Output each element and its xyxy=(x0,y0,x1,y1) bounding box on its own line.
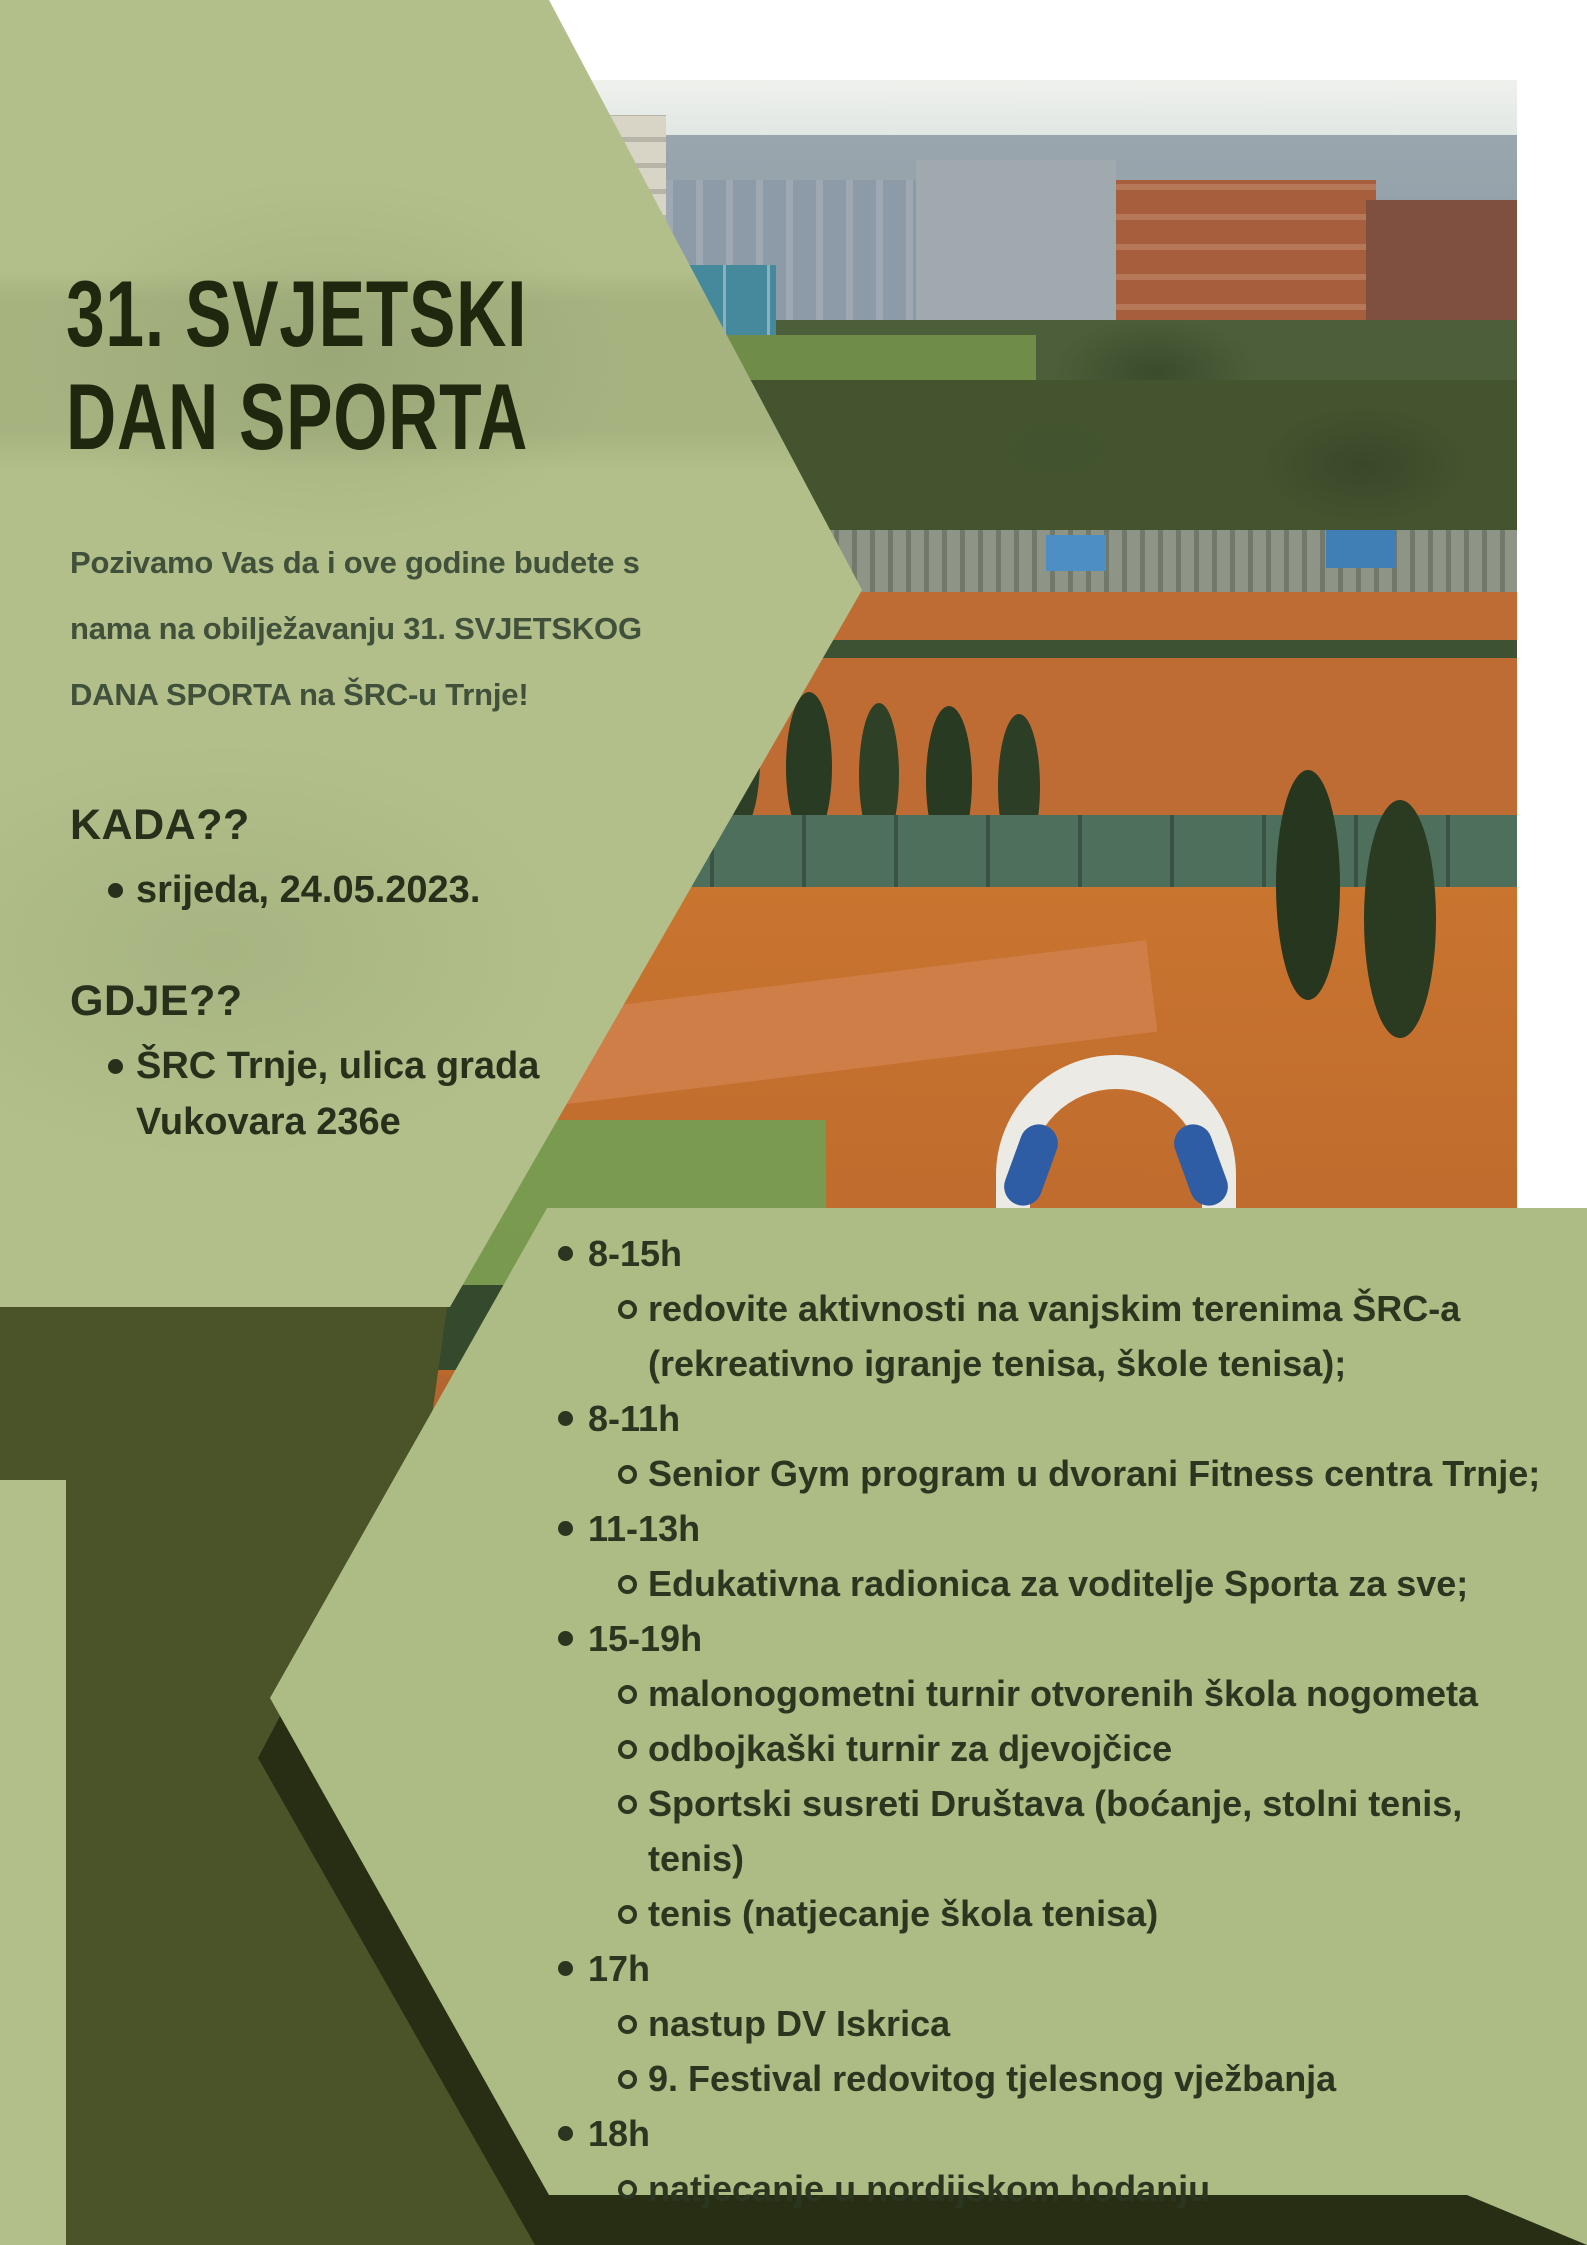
where-heading: GDJE?? xyxy=(70,977,243,1025)
where-section xyxy=(70,976,590,1150)
schedule-activity: odbojkaški turnir za djevojčice xyxy=(550,1721,1560,1776)
photo-tent xyxy=(1046,535,1106,571)
schedule-item xyxy=(550,1941,1560,2106)
when-heading: KADA?? xyxy=(70,801,250,849)
intro-text: Pozivamo Vas da i ove godine budete s nama na obilježavanju 31. SVJETSKOG DANA SPORTA na ŠRC-u Trnje! xyxy=(70,545,642,712)
poster-title-line2: DAN SPORTA xyxy=(66,364,529,469)
schedule-activity: Edukativna radionica za voditelje Sporta za sve; xyxy=(550,1556,1560,1611)
schedule-activity: natjecanje u nordijskom hodanju xyxy=(550,2161,1560,2216)
schedule-activity: redovite aktivnosti na vanjskim terenima ŠRC-a (rekreativno igranje tenisa, škole tenisa); xyxy=(550,1281,1560,1391)
photo-cypress xyxy=(1276,770,1340,1000)
schedule-time: 8-15h xyxy=(550,1226,1560,1281)
schedule-activity: Senior Gym program u dvorani Fitness centra Trnje; xyxy=(550,1446,1560,1501)
where-item: ŠRC Trnje, ulica grada Vukovara 236e xyxy=(70,1038,590,1150)
schedule-time: 17h xyxy=(550,1941,1560,1996)
when-section xyxy=(70,800,590,918)
schedule-activity: 9. Festival redovitog tjelesnog vježbanja xyxy=(550,2051,1560,2106)
schedule-item xyxy=(550,2106,1560,2216)
schedule-activity: nastup DV Iskrica xyxy=(550,1996,1560,2051)
when-item: srijeda, 24.05.2023. xyxy=(70,862,590,918)
photo-tent xyxy=(1326,530,1396,568)
poster-title-line1: 31. SVJETSKI xyxy=(66,261,528,366)
schedule-activity: Sportski susreti Društava (boćanje, stolni tenis, tenis) xyxy=(550,1776,1560,1886)
schedule-activity: tenis (natjecanje škola tenisa) xyxy=(550,1886,1560,1941)
schedule-item xyxy=(550,1611,1560,1941)
poster-title xyxy=(66,262,691,468)
schedule-time: 15-19h xyxy=(550,1611,1560,1666)
schedule-list xyxy=(550,1226,1560,2216)
schedule-item xyxy=(550,1501,1560,1611)
schedule-item xyxy=(550,1226,1560,1391)
schedule-activity: malonogometni turnir otvorenih škola nogometa xyxy=(550,1666,1560,1721)
schedule-item xyxy=(550,1391,1560,1501)
schedule-time: 18h xyxy=(550,2106,1560,2161)
schedule-time: 8-11h xyxy=(550,1391,1560,1446)
schedule-time: 11-13h xyxy=(550,1501,1560,1556)
